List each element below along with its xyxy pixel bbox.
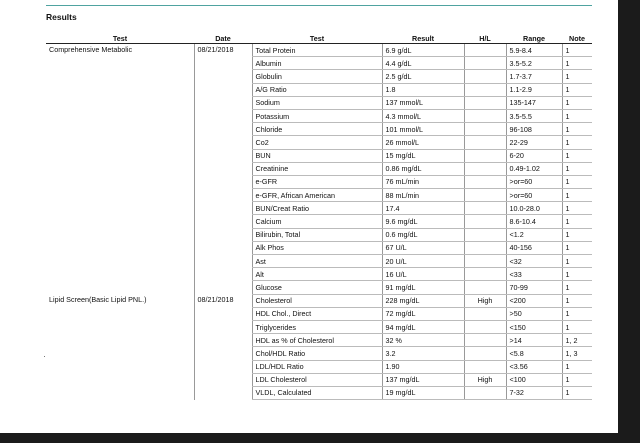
test-result: 137 mg/dL: [382, 373, 464, 386]
scan-speck: [44, 356, 45, 357]
table-row: [46, 294, 592, 307]
test-hl-flag: [464, 320, 506, 333]
test-note: 1: [562, 215, 592, 228]
test-note: 1, 2: [562, 334, 592, 347]
test-result: 91 mg/dL: [382, 281, 464, 294]
test-hl-flag: [464, 255, 506, 268]
test-result: 76 mL/min: [382, 175, 464, 188]
test-hl-flag: [464, 307, 506, 320]
test-note: 1, 3: [562, 347, 592, 360]
test-name: Ast: [252, 255, 382, 268]
test-result: 32 %: [382, 334, 464, 347]
results-table: [46, 33, 592, 400]
test-range: 6-20: [506, 149, 562, 162]
test-name: Triglycerides: [252, 320, 382, 333]
test-range: 96-108: [506, 123, 562, 136]
test-hl-flag: [464, 175, 506, 188]
header-test: Test: [252, 33, 382, 44]
test-result: 19 mg/dL: [382, 386, 464, 399]
test-result: 4.4 g/dL: [382, 57, 464, 70]
test-note: 1: [562, 320, 592, 333]
test-range: 5.9-8.4: [506, 44, 562, 57]
test-range: 8.6-10.4: [506, 215, 562, 228]
test-range: 0.49-1.02: [506, 162, 562, 175]
test-range: <100: [506, 373, 562, 386]
test-range: 3.5-5.5: [506, 109, 562, 122]
test-name: Potassium: [252, 109, 382, 122]
header-hl: H/L: [464, 33, 506, 44]
test-range: 1.7-3.7: [506, 70, 562, 83]
test-note: 1: [562, 175, 592, 188]
test-name: Calcium: [252, 215, 382, 228]
test-name: Glucose: [252, 281, 382, 294]
test-name: Sodium: [252, 96, 382, 109]
test-note: 1: [562, 373, 592, 386]
test-note: 1: [562, 136, 592, 149]
test-name: VLDL, Calculated: [252, 386, 382, 399]
test-result: 72 mg/dL: [382, 307, 464, 320]
test-hl-flag: [464, 215, 506, 228]
test-range: <32: [506, 255, 562, 268]
test-result: 17.4: [382, 202, 464, 215]
test-hl-flag: [464, 386, 506, 399]
test-name: LDL/HDL Ratio: [252, 360, 382, 373]
test-result: 228 mg/dL: [382, 294, 464, 307]
test-name: HDL as % of Cholesterol: [252, 334, 382, 347]
test-hl-flag: [464, 109, 506, 122]
test-result: 2.5 g/dL: [382, 70, 464, 83]
test-note: 1: [562, 149, 592, 162]
test-note: 1: [562, 255, 592, 268]
test-result: 3.2: [382, 347, 464, 360]
test-hl-flag: [464, 136, 506, 149]
test-name: Cholesterol: [252, 294, 382, 307]
test-hl-flag: [464, 360, 506, 373]
test-hl-flag: [464, 334, 506, 347]
test-note: 1: [562, 189, 592, 202]
test-note: 1: [562, 228, 592, 241]
table-row: [46, 44, 592, 57]
test-range: <33: [506, 268, 562, 281]
test-note: 1: [562, 96, 592, 109]
test-note: 1: [562, 241, 592, 254]
test-name: A/G Ratio: [252, 83, 382, 96]
group-date: 08/21/2018: [194, 44, 252, 295]
test-hl-flag: [464, 281, 506, 294]
test-result: 101 mmol/L: [382, 123, 464, 136]
test-hl-flag: [464, 149, 506, 162]
test-result: 26 mmol/L: [382, 136, 464, 149]
test-range: >or=60: [506, 175, 562, 188]
test-note: 1: [562, 162, 592, 175]
group-name: Lipid Screen(Basic Lipid PNL.): [49, 295, 147, 305]
test-result: 137 mmol/L: [382, 96, 464, 109]
test-name: BUN: [252, 149, 382, 162]
test-result: 20 U/L: [382, 255, 464, 268]
test-range: <150: [506, 320, 562, 333]
test-note: 1: [562, 386, 592, 399]
test-result: 0.86 mg/dL: [382, 162, 464, 175]
test-note: 1: [562, 307, 592, 320]
test-hl-flag: [464, 202, 506, 215]
test-range: >14: [506, 334, 562, 347]
test-result: 67 U/L: [382, 241, 464, 254]
test-note: 1: [562, 268, 592, 281]
test-hl-flag: [464, 70, 506, 83]
group-date: 08/21/2018: [194, 294, 252, 400]
test-result: 1.8: [382, 83, 464, 96]
test-note: 1: [562, 123, 592, 136]
test-note: 1: [562, 44, 592, 57]
group-name: Comprehensive Metabolic: [49, 45, 133, 54]
test-note: 1: [562, 281, 592, 294]
test-note: 1: [562, 57, 592, 70]
test-name: Chol/HDL Ratio: [252, 347, 382, 360]
test-name: Globulin: [252, 70, 382, 83]
test-name: e-GFR, African American: [252, 189, 382, 202]
test-name: Alk Phos: [252, 241, 382, 254]
results-body: [46, 44, 592, 400]
test-note: 1: [562, 70, 592, 83]
test-hl-flag: High: [464, 294, 506, 307]
test-note: 1: [562, 109, 592, 122]
test-range: <3.56: [506, 360, 562, 373]
test-name: Co2: [252, 136, 382, 149]
header-test-group: Test: [46, 33, 194, 44]
test-name: Alt: [252, 268, 382, 281]
header-range: Range: [506, 33, 562, 44]
test-result: 94 mg/dL: [382, 320, 464, 333]
test-range: 70-99: [506, 281, 562, 294]
test-result: 0.6 mg/dL: [382, 228, 464, 241]
test-range: <200: [506, 294, 562, 307]
test-result: 15 mg/dL: [382, 149, 464, 162]
test-name: LDL Cholesterol: [252, 373, 382, 386]
header-date: Date: [194, 33, 252, 44]
test-name: HDL Chol., Direct: [252, 307, 382, 320]
test-name: Chloride: [252, 123, 382, 136]
test-result: 1.90: [382, 360, 464, 373]
test-range: <5.8: [506, 347, 562, 360]
test-note: 1: [562, 202, 592, 215]
test-name: BUN/Creat Ratio: [252, 202, 382, 215]
test-name: Creatinine: [252, 162, 382, 175]
test-range: 7-32: [506, 386, 562, 399]
test-hl-flag: [464, 268, 506, 281]
table-header-row: [46, 33, 592, 44]
test-range: 22-29: [506, 136, 562, 149]
test-hl-flag: [464, 347, 506, 360]
test-hl-flag: [464, 44, 506, 57]
test-range: >50: [506, 307, 562, 320]
test-hl-flag: [464, 96, 506, 109]
test-note: 1: [562, 294, 592, 307]
test-name: Total Protein: [252, 44, 382, 57]
test-range: <1.2: [506, 228, 562, 241]
test-note: 1: [562, 360, 592, 373]
header-rule: [46, 5, 592, 6]
test-result: 6.9 g/dL: [382, 44, 464, 57]
test-name: e-GFR: [252, 175, 382, 188]
header-note: Note: [562, 33, 592, 44]
test-range: 40-156: [506, 241, 562, 254]
test-hl-flag: [464, 228, 506, 241]
test-result: 4.3 mmol/L: [382, 109, 464, 122]
test-result: 16 U/L: [382, 268, 464, 281]
test-note: 1: [562, 83, 592, 96]
test-hl-flag: [464, 123, 506, 136]
test-name: Albumin: [252, 57, 382, 70]
test-hl-flag: [464, 162, 506, 175]
test-hl-flag: [464, 57, 506, 70]
test-hl-flag: [464, 241, 506, 254]
test-hl-flag: [464, 83, 506, 96]
test-result: 9.6 mg/dL: [382, 215, 464, 228]
test-hl-flag: High: [464, 373, 506, 386]
test-range: 10.0-28.0: [506, 202, 562, 215]
test-result: 88 mL/min: [382, 189, 464, 202]
test-hl-flag: [464, 189, 506, 202]
section-title: Results: [46, 12, 77, 22]
test-range: >or=60: [506, 189, 562, 202]
test-range: 3.5-5.2: [506, 57, 562, 70]
test-range: 135-147: [506, 96, 562, 109]
test-range: 1.1-2.9: [506, 83, 562, 96]
test-name: Bilirubin, Total: [252, 228, 382, 241]
header-result: Result: [382, 33, 464, 44]
